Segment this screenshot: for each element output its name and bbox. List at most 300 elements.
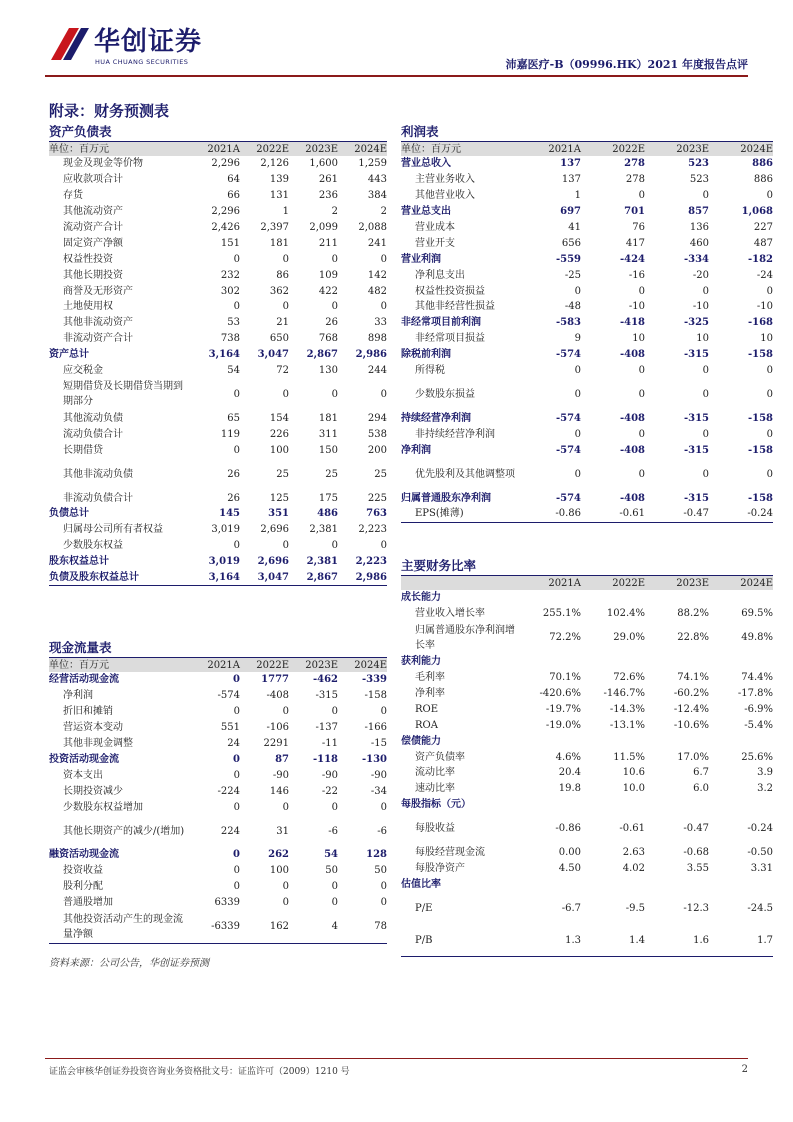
row-label: 每股指标（元）: [401, 799, 471, 811]
cell-value: -6.7: [561, 902, 581, 914]
cell-value: 697: [560, 206, 581, 218]
cell-value: 0: [282, 881, 289, 893]
cell-value: 72.6%: [613, 672, 645, 684]
cell-value: 227: [753, 222, 773, 233]
row-label: 应收款项合计: [63, 174, 123, 186]
table-row: [49, 911, 387, 943]
cell-value: 20.4: [558, 767, 581, 779]
table-row: [401, 845, 773, 861]
cell-value: 278: [625, 174, 645, 186]
cell-value: [517, 797, 581, 813]
year-header: 2021A: [191, 142, 240, 156]
cell-value: 6.7: [693, 767, 709, 779]
table-row: [401, 606, 773, 622]
cell-value: 857: [688, 206, 709, 218]
cell-value: 146: [269, 785, 289, 797]
table-row: [49, 704, 387, 720]
row-label: 营业总支出: [401, 206, 451, 218]
table-row: [401, 701, 773, 717]
cash-flow-table: [49, 658, 387, 943]
cell-value: [581, 733, 645, 749]
table-row: [401, 442, 773, 458]
table-row: [401, 781, 773, 797]
cell-value: 162: [269, 921, 289, 933]
cell-value: 0: [380, 253, 387, 265]
cell-value: 0: [282, 301, 289, 313]
table-row: [49, 538, 387, 554]
cell-value: 29.0%: [613, 632, 645, 644]
cell-value: -408: [619, 492, 645, 504]
table-row: [401, 363, 773, 379]
unit-label: 单位：百万元: [401, 142, 517, 156]
cell-value: 487: [753, 237, 773, 249]
cell-value: 4.50: [558, 863, 581, 875]
cell-value: 10: [696, 333, 709, 345]
license-note: 证监会审核华创证券投资咨询业务资格批文号：证监许可（2009）1210 号: [49, 1067, 350, 1077]
cell-value: 151: [220, 237, 240, 249]
row-label: 股东权益总计: [49, 556, 109, 568]
cell-value: 24: [227, 738, 240, 749]
row-label: 营业总收入: [401, 158, 451, 170]
cell-value: 154: [269, 412, 289, 424]
cell-value: 1,600: [309, 158, 338, 170]
cell-value: 0: [233, 388, 240, 400]
cell-value: -168: [747, 317, 773, 329]
cell-value: 422: [318, 285, 338, 297]
table-row: [49, 235, 387, 251]
cell-value: -0.86: [555, 823, 581, 835]
cell-value: 0: [331, 388, 338, 400]
cell-value: -0.47: [683, 508, 709, 520]
cell-value: 142: [367, 269, 387, 281]
cell-value: 0: [702, 468, 709, 480]
table-row: [401, 717, 773, 733]
cell-value: -5.4%: [744, 719, 773, 731]
cell-value: -0.68: [683, 847, 709, 859]
cell-value: -574: [555, 349, 581, 361]
cell-value: 25: [276, 468, 289, 480]
row-label: 归属普通股东净利润: [401, 492, 491, 504]
cell-value: -166: [364, 722, 387, 734]
table-row: [49, 879, 387, 895]
cell-value: 200: [367, 444, 387, 456]
cell-value: 443: [367, 174, 387, 186]
cell-value: 0: [574, 468, 581, 480]
cell-value: -15: [370, 738, 387, 749]
year-header: 2022E: [581, 576, 645, 590]
cell-value: 0: [638, 468, 645, 480]
cell-value: 1777: [261, 674, 289, 686]
cell-value: 0: [380, 388, 387, 400]
cell-value: 41: [568, 222, 581, 233]
page-number: 2: [741, 1064, 748, 1075]
balance-sheet-panel: [49, 122, 387, 586]
cell-value: 0: [766, 428, 773, 440]
cell-value: 2,696: [260, 524, 289, 536]
cell-value: 11.5%: [613, 751, 645, 763]
row-label: 资产负债率: [415, 751, 465, 763]
row-label: 少数股东权益: [63, 540, 123, 552]
cell-value: 523: [688, 158, 709, 170]
row-label: 营业利润: [401, 253, 441, 265]
cell-value: -315: [683, 492, 709, 504]
cell-value: 33: [374, 317, 387, 329]
cell-value: 128: [366, 849, 387, 861]
cell-value: 0: [380, 881, 387, 893]
cell-value: -315: [683, 444, 709, 456]
cell-value: 2: [380, 206, 387, 218]
cell-value: 131: [269, 190, 289, 202]
cell-value: 211: [318, 237, 338, 249]
row-label: 净利率: [415, 688, 445, 699]
cell-value: 0: [233, 444, 240, 456]
cell-value: -334: [683, 253, 709, 265]
cell-value: 3.9: [757, 767, 773, 779]
table-row: [49, 458, 387, 490]
row-label: 营运资本变动: [63, 722, 123, 734]
year-header: 2023E: [645, 576, 709, 590]
cell-value: 72.2%: [549, 632, 581, 644]
cell-value: -418: [619, 317, 645, 329]
row-label: 存货: [63, 190, 83, 202]
table-row: [49, 570, 387, 586]
row-label: 归属母公司所有者权益: [63, 524, 163, 536]
table-row: [401, 686, 773, 702]
income-statement-panel: [401, 122, 773, 523]
cell-value: 102.4%: [606, 608, 645, 620]
logo-text: 华创证券: [94, 27, 203, 57]
row-label: 每股净资产: [415, 863, 465, 875]
cell-value: 886: [752, 158, 773, 170]
cell-value: 0: [331, 881, 338, 893]
cell-value: 551: [220, 722, 240, 734]
table-row: [401, 490, 773, 506]
row-label: 少数股东损益: [415, 388, 475, 400]
cell-value: -424: [619, 253, 645, 265]
cell-value: -158: [747, 492, 773, 504]
row-label: 应交税金: [63, 365, 103, 377]
cell-value: 4: [331, 921, 338, 933]
cell-value: 54: [324, 849, 338, 861]
row-label: 短期借贷及长期借贷当期到期部分: [63, 381, 183, 408]
cell-value: -315: [683, 349, 709, 361]
table-row: [401, 426, 773, 442]
cash-flow-panel: [49, 638, 387, 944]
cell-value: 0: [331, 301, 338, 313]
cell-value: -0.86: [555, 508, 581, 520]
row-label: 优先股利及其他调整项: [415, 468, 515, 480]
cell-value: -34: [370, 785, 387, 797]
cell-value: 10: [632, 333, 645, 345]
row-label: 毛利率: [415, 672, 445, 684]
year-header: 2022E: [240, 142, 289, 156]
cell-value: -9.5: [625, 902, 645, 914]
row-label: 每股收益: [415, 823, 455, 835]
cell-value: -19.0%: [545, 719, 581, 731]
cell-value: 88.2%: [677, 608, 709, 620]
cell-value: 226: [269, 428, 289, 440]
cell-value: [645, 654, 709, 670]
cell-value: 0: [233, 301, 240, 313]
cell-value: -90: [321, 769, 338, 781]
year-header: 2024E: [338, 658, 387, 672]
row-label: 固定资产净额: [63, 237, 123, 249]
cell-value: 0: [380, 540, 387, 552]
cell-value: 181: [269, 237, 289, 249]
table-row: [49, 751, 387, 767]
cell-value: 2,986: [355, 349, 387, 361]
cell-value: 3,164: [208, 572, 240, 584]
row-label: 营业开支: [415, 237, 455, 249]
cell-value: 460: [689, 237, 709, 249]
row-label: P/E: [415, 902, 433, 914]
cell-value: 294: [367, 412, 387, 424]
ratios-table: [401, 576, 773, 956]
table-row: [401, 924, 773, 956]
cell-value: 311: [318, 428, 338, 440]
cell-value: 2,296: [211, 206, 240, 218]
cell-value: -19.7%: [545, 703, 581, 715]
cell-value: -574: [217, 690, 240, 702]
cell-value: 650: [269, 333, 289, 345]
row-label: 主营业务收入: [415, 174, 475, 186]
cell-value: [709, 876, 773, 892]
cell-value: 482: [367, 285, 387, 297]
cell-value: -48: [564, 301, 581, 313]
cell-value: -224: [217, 785, 240, 797]
unit-label: [401, 576, 517, 590]
cell-value: 2,126: [260, 158, 289, 170]
row-label: 流动资产合计: [63, 222, 123, 233]
cell-value: -12.3: [683, 902, 709, 914]
cell-value: 31: [276, 825, 289, 837]
cell-value: [581, 590, 645, 606]
row-label: 其他投资活动产生的现金流量净额: [63, 913, 183, 940]
row-label: 所得税: [415, 365, 445, 377]
cell-value: 1.6: [693, 934, 709, 946]
cell-value: 4.6%: [555, 751, 581, 763]
table-row: [49, 410, 387, 426]
cell-value: 137: [560, 158, 581, 170]
table-row: [49, 426, 387, 442]
table-row: [49, 172, 387, 188]
footer-divider: [45, 1058, 748, 1059]
cell-value: 125: [269, 492, 289, 504]
cell-value: 0: [766, 468, 773, 480]
cell-value: -0.24: [747, 508, 773, 520]
cell-value: 0: [282, 801, 289, 813]
cell-value: [709, 797, 773, 813]
table-row: [401, 876, 773, 892]
cell-value: 763: [366, 508, 387, 520]
row-label: 非流动资产合计: [63, 333, 133, 345]
income-statement-table: [401, 142, 773, 522]
cell-value: 86: [276, 269, 289, 281]
row-label: 负债及股东权益总计: [49, 572, 139, 584]
cell-value: -0.50: [747, 847, 773, 859]
row-label: 折旧和摊销: [63, 706, 113, 718]
cell-value: 0: [702, 285, 709, 297]
cell-value: -559: [555, 253, 581, 265]
cell-value: -574: [555, 444, 581, 456]
row-label: 少数股东权益增加: [63, 801, 143, 813]
table-row: [401, 797, 773, 813]
table-row: [401, 188, 773, 204]
cell-value: -24: [756, 269, 773, 281]
cell-value: -0.47: [683, 823, 709, 835]
cell-value: 109: [318, 269, 338, 281]
row-label: 现金及现金等价物: [63, 158, 143, 170]
row-label: 非经常项目损益: [415, 333, 485, 345]
cell-value: 0: [766, 388, 773, 400]
cell-value: 74.1%: [677, 672, 709, 684]
cell-value: 0: [638, 388, 645, 400]
cell-value: [517, 590, 581, 606]
table-row: [49, 895, 387, 911]
row-label: 估值比率: [401, 878, 441, 890]
table-row: [49, 204, 387, 220]
cell-value: 351: [268, 508, 289, 520]
cell-value: 0: [233, 753, 240, 765]
cell-value: -146.7%: [603, 688, 645, 699]
cell-value: 701: [624, 206, 645, 218]
cell-value: 49.8%: [741, 632, 773, 644]
cell-value: 0: [766, 190, 773, 202]
row-label: 长期投资减少: [63, 785, 123, 797]
cell-value: 70.1%: [549, 672, 581, 684]
table-row: [401, 622, 773, 654]
cell-value: 262: [268, 849, 289, 861]
cell-value: 0: [282, 706, 289, 718]
cell-value: 50: [325, 865, 338, 877]
row-label: 非经常项目前利润: [401, 317, 481, 329]
row-label: 资本支出: [63, 769, 103, 781]
cell-value: -462: [312, 674, 338, 686]
cell-value: 21: [276, 317, 289, 329]
row-label: 其他流动资产: [63, 206, 123, 218]
cell-value: -315: [315, 690, 338, 702]
year-header: 2024E: [338, 142, 387, 156]
cell-value: 87: [275, 753, 289, 765]
cell-value: 362: [269, 285, 289, 297]
table-row: [401, 347, 773, 363]
cell-value: 0: [331, 540, 338, 552]
cell-value: 0: [702, 365, 709, 377]
table-row: [49, 267, 387, 283]
cell-value: -10: [628, 301, 645, 313]
cell-value: 0: [702, 190, 709, 202]
cell-value: 0: [282, 540, 289, 552]
cell-value: 2,088: [358, 222, 387, 233]
cell-value: 244: [367, 365, 387, 377]
table-row: [49, 331, 387, 347]
cell-value: [645, 797, 709, 813]
cell-value: 261: [318, 174, 338, 186]
cell-value: [709, 654, 773, 670]
cell-value: 6339: [214, 897, 240, 909]
cell-value: -408: [619, 412, 645, 424]
cell-value: 100: [269, 865, 289, 877]
cell-value: 0: [233, 801, 240, 813]
row-label: 其他流动负债: [63, 412, 123, 424]
cell-value: 6.0: [693, 783, 709, 795]
cell-value: 0: [233, 674, 240, 686]
cell-value: 1,068: [741, 206, 773, 218]
cell-value: 0: [574, 365, 581, 377]
cell-value: 0: [233, 865, 240, 877]
table-row: [49, 220, 387, 236]
table-row: [401, 506, 773, 522]
row-label: 土地使用权: [63, 301, 113, 313]
row-label: 偿债能力: [401, 735, 441, 747]
cell-value: 66: [227, 190, 240, 202]
year-header: 2024E: [709, 576, 773, 590]
row-label: 净利润: [401, 444, 431, 456]
company-logo-icon: [51, 28, 89, 60]
row-label: 长期借贷: [63, 444, 103, 456]
table-row: [49, 442, 387, 458]
row-label: 商誉及无形资产: [63, 285, 133, 297]
cell-value: 76: [632, 222, 645, 233]
cell-value: 656: [561, 237, 581, 249]
balance-sheet-title: 资产负债表: [49, 122, 387, 142]
cell-value: 1: [282, 206, 289, 218]
cell-value: 278: [624, 158, 645, 170]
row-label: 资产总计: [49, 349, 89, 361]
row-label: P/B: [415, 934, 433, 946]
cell-value: -130: [361, 753, 387, 765]
cell-value: -10: [692, 301, 709, 313]
cell-value: 119: [220, 428, 240, 440]
cell-value: 3.31: [750, 863, 773, 875]
logo-subtext: HUA CHUANG SECURITIES: [95, 58, 189, 66]
table-row: [49, 363, 387, 379]
table-row: [49, 736, 387, 752]
row-label: 非流动负债合计: [63, 492, 133, 504]
cell-value: -408: [619, 444, 645, 456]
cell-value: -6.9%: [744, 703, 773, 715]
cell-value: -0.61: [619, 508, 645, 520]
cell-value: -118: [312, 753, 338, 765]
cell-value: 0: [233, 849, 240, 861]
cell-value: 2,986: [355, 572, 387, 584]
table-row: [49, 783, 387, 799]
cell-value: 3,019: [211, 524, 240, 536]
cell-value: 1.4: [629, 934, 645, 946]
table-row: [401, 861, 773, 877]
cell-value: -12.4%: [673, 703, 709, 715]
cell-value: 232: [220, 269, 240, 281]
table-row: [401, 733, 773, 749]
cell-value: [517, 654, 581, 670]
cell-value: -25: [564, 269, 581, 281]
cell-value: 486: [317, 508, 338, 520]
table-row: [49, 815, 387, 847]
table-row: [49, 490, 387, 506]
cell-value: 25: [325, 468, 338, 480]
table-row: [401, 892, 773, 924]
cell-value: 0: [638, 190, 645, 202]
row-label: 除税前利润: [401, 349, 451, 361]
cell-value: -574: [555, 492, 581, 504]
cell-value: -14.3%: [609, 703, 645, 715]
cell-value: [517, 733, 581, 749]
cell-value: -315: [683, 412, 709, 424]
table-row: [401, 331, 773, 347]
cell-value: -11: [321, 738, 338, 749]
row-label: 投资收益: [63, 865, 103, 877]
cell-value: 0.00: [558, 847, 581, 859]
